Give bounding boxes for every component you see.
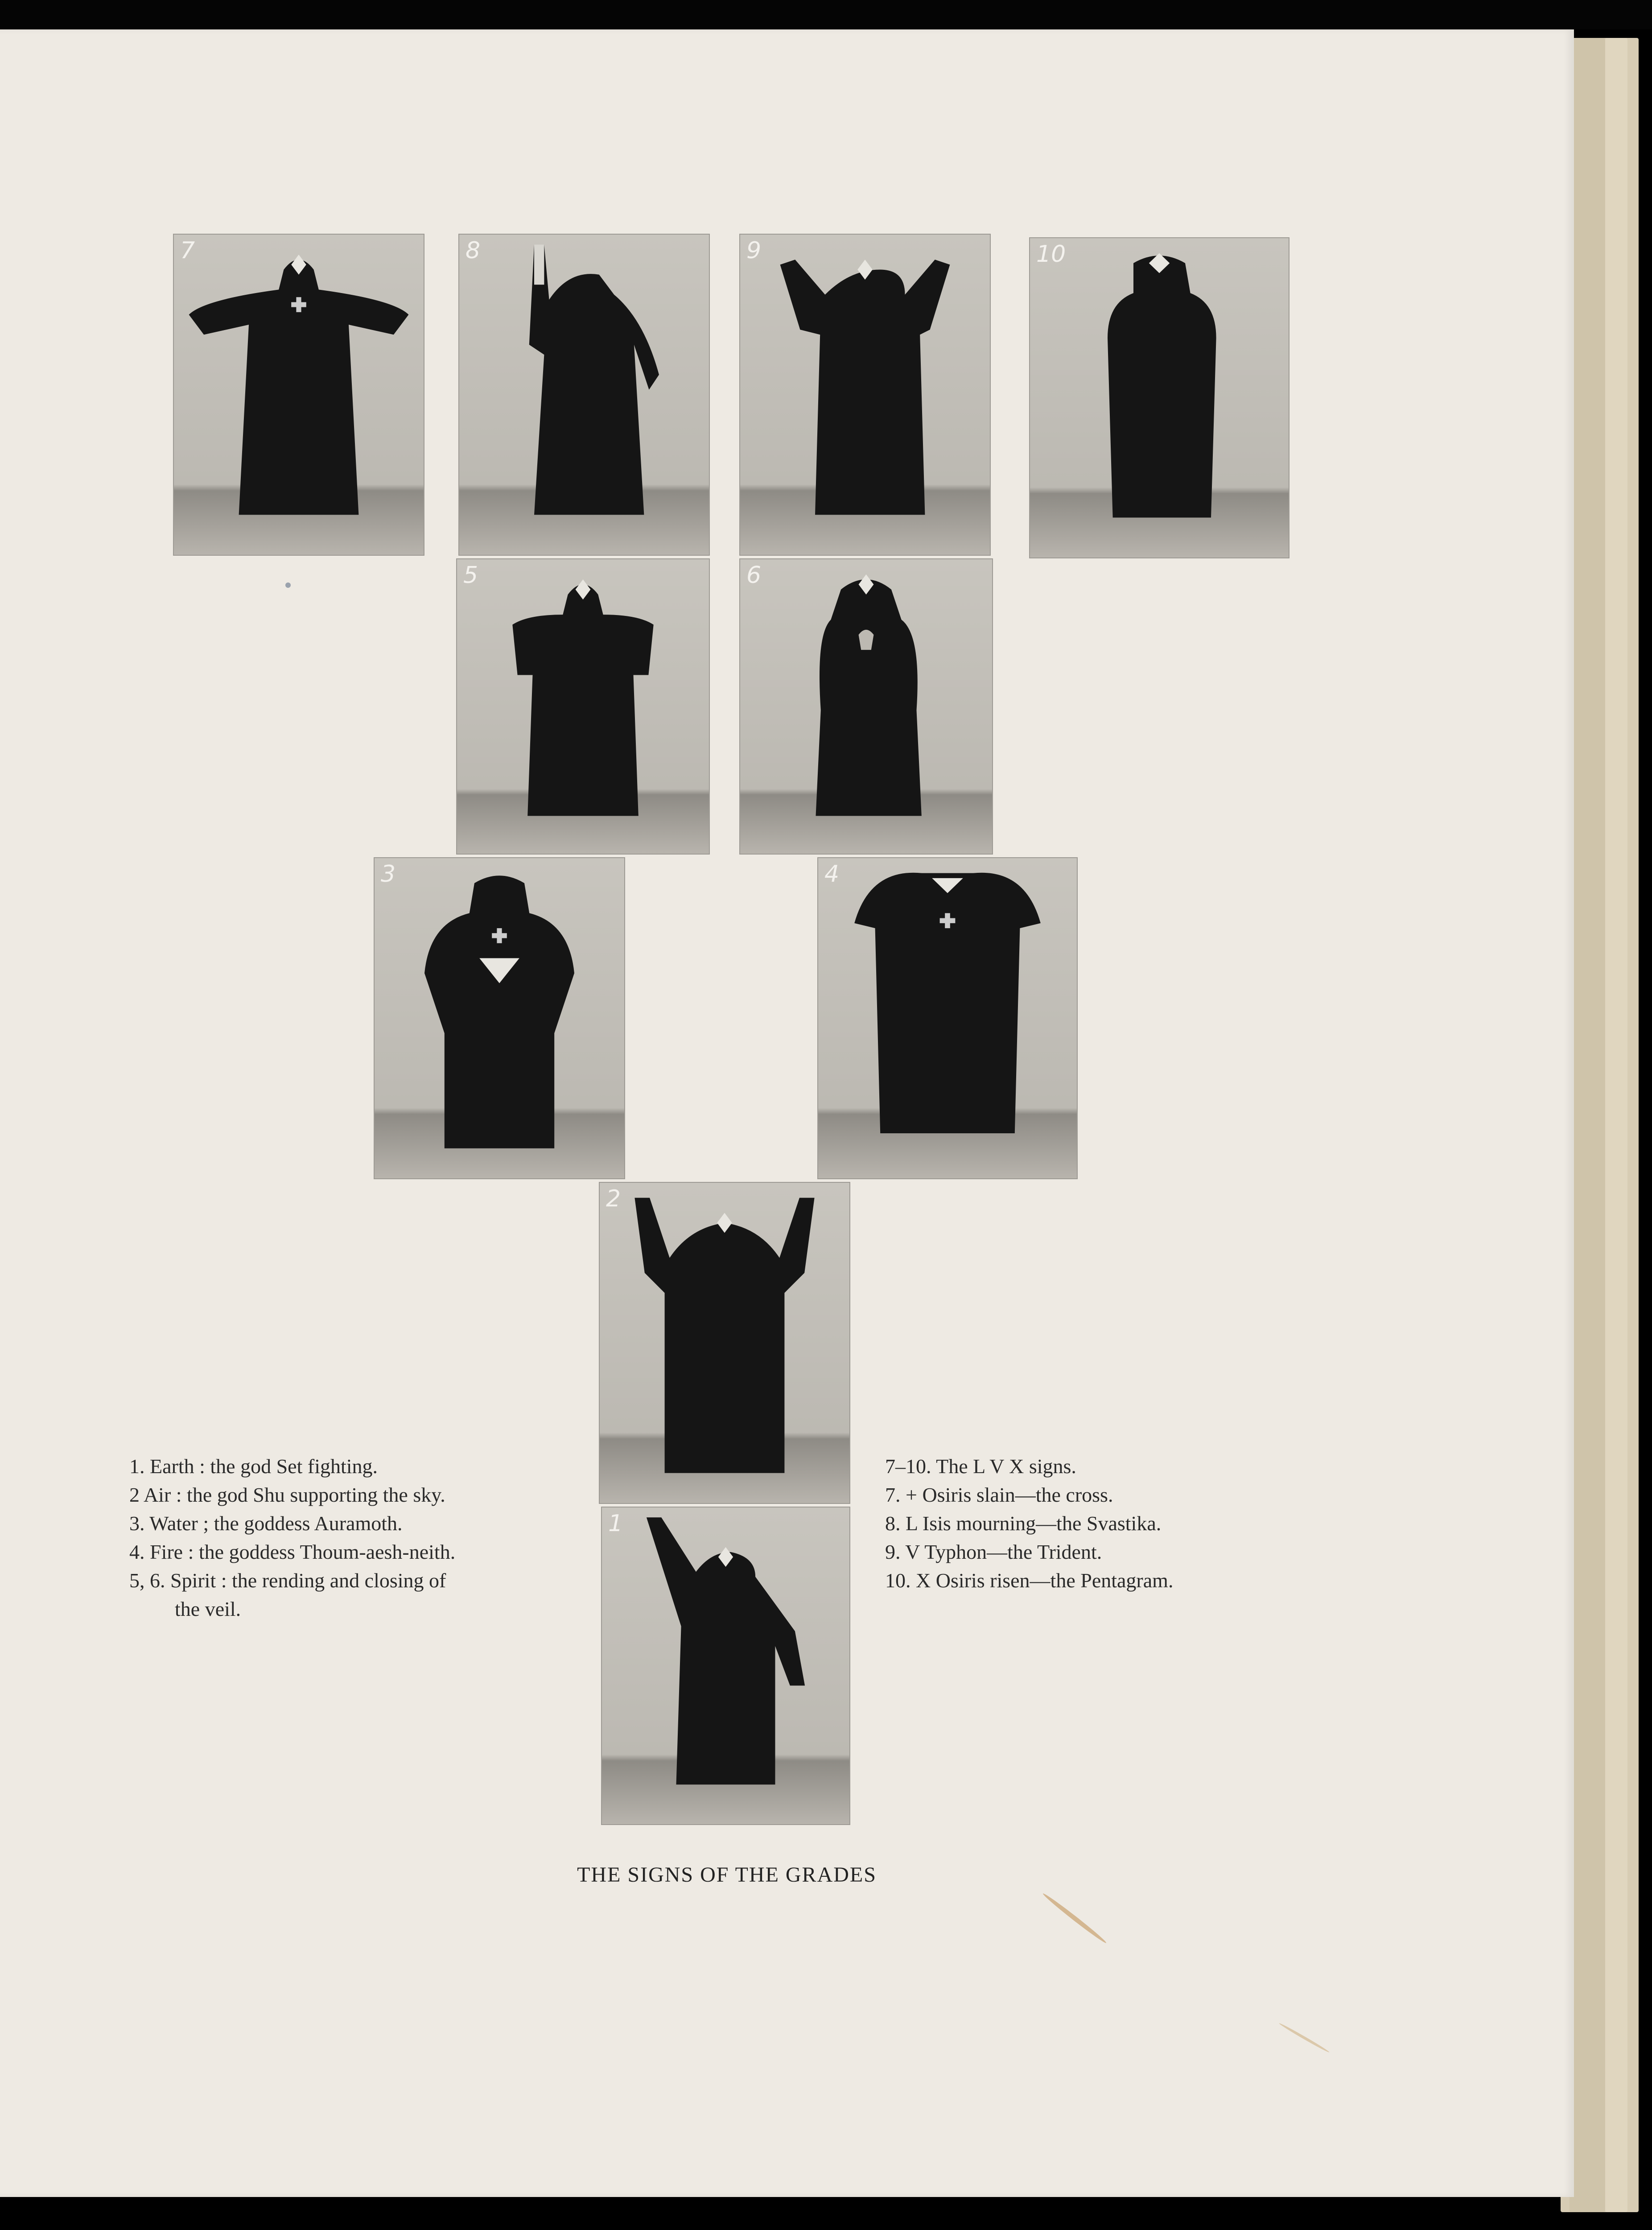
- legend-item-continuation: the veil.: [175, 1598, 241, 1620]
- robed-figure-one-arm-up: [459, 235, 709, 555]
- legend-lvx-signs: [885, 1452, 1173, 1595]
- photo-sign-10: [1030, 238, 1289, 558]
- legend-item: 8. L Isis mourning—the Svastika.: [885, 1512, 1162, 1535]
- photo-number: 5: [463, 562, 478, 589]
- book-page-edges: [1561, 38, 1650, 2230]
- photo-sign-9: [740, 235, 990, 555]
- robed-figure-fighting: [602, 1507, 849, 1824]
- robed-figure-supporting-sky: [600, 1183, 849, 1503]
- photo-number: 8: [466, 237, 481, 264]
- photo-number: 3: [381, 861, 396, 888]
- legend-item: 2 Air : the god Shu supporting the sky.: [129, 1483, 445, 1506]
- robed-figure-arms-up-v: [740, 235, 990, 555]
- robed-figure-rending-veil: [457, 559, 709, 854]
- photo-sign-5: [457, 559, 709, 854]
- top-dark-band: [0, 0, 1652, 29]
- paper-speck: [285, 582, 291, 588]
- photo-sign-3: [375, 858, 624, 1178]
- photo-number: 10: [1036, 241, 1066, 268]
- plate-caption: THE SIGNS OF THE GRADES: [577, 1863, 877, 1887]
- legend-item: 7–10. The L V X signs.: [885, 1455, 1076, 1478]
- photo-sign-1: [602, 1507, 849, 1824]
- legend-item: 10. X Osiris risen—the Pentagram.: [885, 1569, 1174, 1592]
- photo-sign-8: [459, 235, 709, 555]
- robed-figure-arms-out: [174, 235, 424, 555]
- photo-number: 6: [746, 562, 762, 589]
- legend-item: 3. Water ; the goddess Auramoth.: [129, 1512, 403, 1535]
- robed-figure-closing-veil: [740, 559, 992, 854]
- legend-item: 9. V Typhon—the Trident.: [885, 1540, 1102, 1563]
- photo-number: 9: [746, 237, 762, 264]
- legend-elements: [129, 1452, 455, 1623]
- legend-item: 4. Fire : the goddess Thoum-aesh-neith.: [129, 1540, 456, 1563]
- photo-number: 2: [606, 1185, 621, 1212]
- photo-sign-6: [740, 559, 992, 854]
- robed-figure-arms-crossed: [1030, 238, 1289, 558]
- photo-sign-2: [600, 1183, 849, 1503]
- paper-stain: [1278, 2022, 1330, 2053]
- legend-item: 1. Earth : the god Set fighting.: [129, 1455, 378, 1478]
- photo-number: 7: [180, 237, 195, 264]
- photo-number: 1: [608, 1510, 623, 1537]
- legend-item: 5, 6. Spirit : the rending and closing of: [129, 1569, 446, 1592]
- legend-item: 7. + Osiris slain—the cross.: [885, 1483, 1113, 1506]
- photo-sign-7: [174, 235, 424, 555]
- robed-figure-triangle-hands: [375, 858, 624, 1178]
- paper-stain: [1042, 1892, 1108, 1945]
- robed-figure-hands-over-head: [818, 858, 1077, 1178]
- photo-sign-4: [818, 858, 1077, 1178]
- book-page: [0, 29, 1574, 2197]
- photo-number: 4: [824, 861, 840, 888]
